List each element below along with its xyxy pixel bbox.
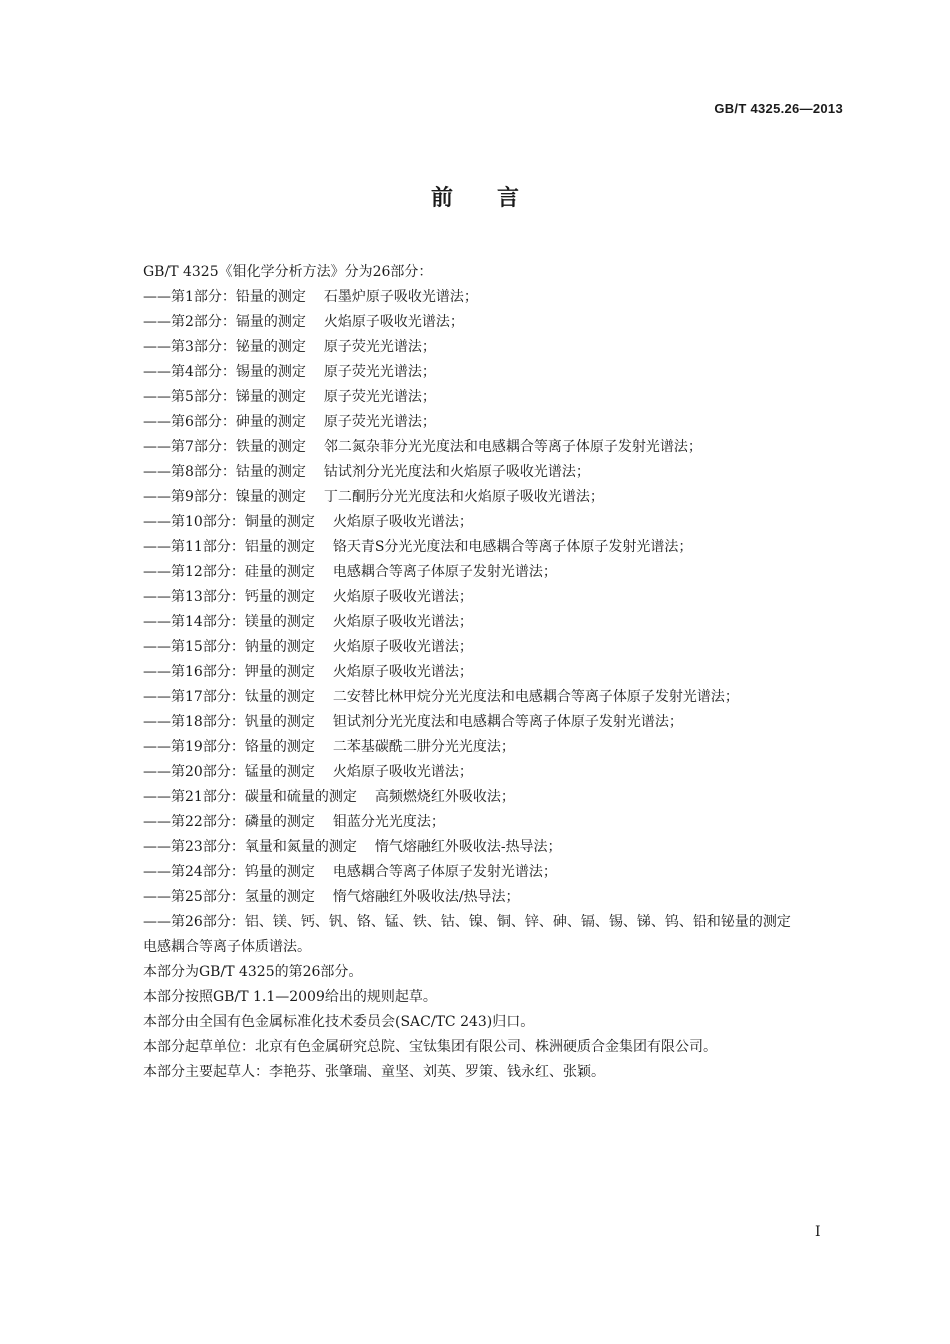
list-item-part <box>143 485 845 510</box>
part-element: 镁量的测定 <box>244 614 315 630</box>
part-number: ——第11部分： <box>143 539 245 555</box>
document-body <box>143 260 845 1085</box>
part-element: 锡量的测定 <box>235 364 306 380</box>
part-method: 火焰原子吸收光谱法； <box>332 614 473 630</box>
list-item-part <box>143 710 845 735</box>
part-number: ——第2部分： <box>143 314 236 330</box>
part-method: 邻二氮杂菲分光光度法和电感耦合等离子体原子发射光谱法； <box>323 439 702 455</box>
standard-number: GB/T 4325.26—2013 <box>714 101 843 116</box>
part-number: ——第23部分： <box>143 839 245 855</box>
paragraph-drafters: 本部分主要起草人：李艳芬、张肇瑞、童坚、刘英、罗策、钱永红、张颖。 <box>143 1064 605 1080</box>
part-method: 石墨炉原子吸收光谱法； <box>323 289 478 305</box>
list-item-part <box>143 785 845 810</box>
list-item-part <box>143 510 845 535</box>
list-item-part <box>143 560 845 585</box>
part-method: 火焰原子吸收光谱法； <box>332 664 473 680</box>
part-number: ——第18部分： <box>143 714 245 730</box>
list-item-part <box>143 735 845 760</box>
part-element: 磷量的测定 <box>244 814 315 830</box>
part-element: 铬量的测定 <box>244 739 315 755</box>
part-method: 二苯基碳酰二肼分光光度法； <box>332 739 515 755</box>
part-method: 火焰原子吸收光谱法； <box>323 314 464 330</box>
part-element: 钒量的测定 <box>244 714 315 730</box>
part-number: ——第26部分： <box>143 914 245 930</box>
part-element: 碳量和硫量的测定 <box>244 789 357 805</box>
list-item-part <box>143 885 845 910</box>
paragraph-part-statement: 本部分为GB/T 4325的第26部分。 <box>143 964 363 980</box>
parts-list <box>143 285 845 910</box>
list-item-part <box>143 835 845 860</box>
part-element: 钙量的测定 <box>244 589 315 605</box>
part-number: ——第7部分： <box>143 439 236 455</box>
list-item-part <box>143 435 845 460</box>
list-item-part <box>143 335 845 360</box>
list-item-part <box>143 360 845 385</box>
list-item-content <box>143 910 817 960</box>
part-method: 钴试剂分光光度法和火焰原子吸收光谱法； <box>323 464 590 480</box>
part-number: ——第17部分： <box>143 689 245 705</box>
list-item-part <box>143 460 845 485</box>
list-item-part <box>143 410 845 435</box>
part-element: 砷量的测定 <box>235 414 306 430</box>
part-method: 火焰原子吸收光谱法； <box>332 764 473 780</box>
page-number: I <box>815 1224 821 1240</box>
part-number: ——第16部分： <box>143 664 245 680</box>
list-item-part <box>143 610 845 635</box>
list-item-part <box>143 760 845 785</box>
part-method: 惰气熔融红外吸收法-热导法； <box>374 839 562 855</box>
part-element: 镍量的测定 <box>235 489 306 505</box>
part-element: 钴量的测定 <box>235 464 306 480</box>
part-element: 铝量的测定 <box>244 539 315 555</box>
part-method: 火焰原子吸收光谱法； <box>332 589 473 605</box>
part-element: 钠量的测定 <box>244 639 315 655</box>
part-method: 电感耦合等离子体原子发射光谱法； <box>332 864 557 880</box>
part-method: 火焰原子吸收光谱法； <box>332 514 473 530</box>
list-item-part <box>143 310 845 335</box>
part-number: ——第14部分： <box>143 614 245 630</box>
part-number: ——第20部分： <box>143 764 245 780</box>
list-item-part <box>143 585 845 610</box>
paragraph-committee: 本部分由全国有色金属标准化技术委员会(SAC/TC 243)归口。 <box>143 1014 535 1030</box>
part-number: ——第19部分： <box>143 739 245 755</box>
part-method: 钼蓝分光光度法； <box>332 814 445 830</box>
part-number: ——第21部分： <box>143 789 245 805</box>
part-element: 钛量的测定 <box>244 689 315 705</box>
part-number: ——第4部分： <box>143 364 236 380</box>
part-method: 原子荧光光谱法； <box>323 389 436 405</box>
part-method: 电感耦合等离子体质谱法。 <box>143 939 311 955</box>
part-method: 高频燃烧红外吸收法； <box>374 789 515 805</box>
part-method: 电感耦合等离子体原子发射光谱法； <box>332 564 557 580</box>
page-title: 前言 <box>430 186 563 211</box>
list-item-part <box>143 385 845 410</box>
part-element: 锑量的测定 <box>235 389 306 405</box>
part-element: 铝、镁、钙、钒、铬、锰、铁、钴、镍、铜、锌、砷、镉、锡、锑、钨、铅和铋量的测定 <box>244 914 791 930</box>
part-element: 钨量的测定 <box>244 864 315 880</box>
part-method: 铬天青S分光光度法和电感耦合等离子体原子发射光谱法； <box>332 539 693 555</box>
list-item-part <box>143 660 845 685</box>
paragraph-drafting-units: 本部分起草单位：北京有色金属研究总院、宝钛集团有限公司、株洲硬质合金集团有限公司。 <box>143 1039 717 1055</box>
part-method: 原子荧光光谱法； <box>323 339 436 355</box>
part-method: 惰气熔融红外吸收法/热导法； <box>332 889 520 905</box>
part-element: 铜量的测定 <box>244 514 315 530</box>
part-element: 铁量的测定 <box>235 439 306 455</box>
part-number: ——第5部分： <box>143 389 236 405</box>
part-element: 钾量的测定 <box>244 664 315 680</box>
part-number: ——第3部分： <box>143 339 236 355</box>
part-element: 硅量的测定 <box>244 564 315 580</box>
paragraph-drafting-rules: 本部分按照GB/T 1.1—2009给出的规则起草。 <box>143 989 437 1005</box>
list-item-part <box>143 860 845 885</box>
part-method: 原子荧光光谱法； <box>323 414 436 430</box>
part-element: 铅量的测定 <box>235 289 306 305</box>
part-element: 氢量的测定 <box>244 889 315 905</box>
part-number: ——第22部分： <box>143 814 245 830</box>
part-method: 原子荧光光谱法； <box>323 364 436 380</box>
list-item-part <box>143 535 845 560</box>
part-method: 二安替比林甲烷分光光度法和电感耦合等离子体原子发射光谱法； <box>332 689 739 705</box>
part-method: 火焰原子吸收光谱法； <box>332 639 473 655</box>
intro-paragraph: GB/T 4325《钼化学分析方法》分为26部分： <box>143 264 433 280</box>
part-method: 钽试剂分光光度法和电感耦合等离子体原子发射光谱法； <box>332 714 683 730</box>
part-number: ——第24部分： <box>143 864 245 880</box>
list-item-part <box>143 810 845 835</box>
part-number: ——第9部分： <box>143 489 236 505</box>
part-number: ——第10部分： <box>143 514 245 530</box>
part-number: ——第13部分： <box>143 589 245 605</box>
part-method: 丁二酮肟分光光度法和火焰原子吸收光谱法； <box>323 489 604 505</box>
part-number: ——第1部分： <box>143 289 236 305</box>
part-element: 氧量和氮量的测定 <box>244 839 357 855</box>
part-number: ——第25部分： <box>143 889 245 905</box>
list-item-part <box>143 635 845 660</box>
part-element: 锰量的测定 <box>244 764 315 780</box>
part-number: ——第15部分： <box>143 639 245 655</box>
list-item-part-26 <box>143 910 845 960</box>
part-number: ——第6部分： <box>143 414 236 430</box>
part-number: ——第12部分： <box>143 564 245 580</box>
part-number: ——第8部分： <box>143 464 236 480</box>
part-element: 铋量的测定 <box>235 339 306 355</box>
part-element: 镉量的测定 <box>235 314 306 330</box>
list-item-part <box>143 685 845 710</box>
list-item-part <box>143 285 845 310</box>
